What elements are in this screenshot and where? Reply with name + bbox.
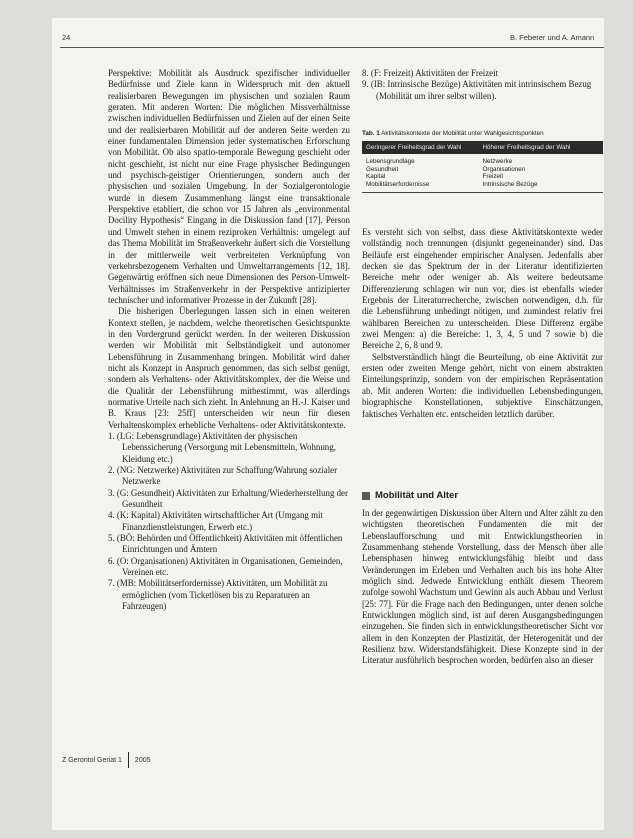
footer-year: 2005 [134,756,151,764]
table-cell: Lebensgrundlage [366,158,415,166]
list-item: 2. (NG: Netzwerke) Aktivitäten zur Schaffung/Wahrung sozialer Netzwerke [108,465,338,487]
table-row [362,173,603,181]
table-row [362,166,603,174]
activity-list-right [362,68,603,102]
table-caption [362,130,603,138]
list-item: 9. (IB: Intrinsische Bezüge) Aktivitäten mit intrinsischem Bezug (Mobilität um ihrer selbst willen). [362,79,592,101]
right-paragraph-2: Selbstverständlich hängt die Beurteilung, ob eine Aktivität zur ersten oder zweiten Menge gehört, nicht von einem abstrakten Einteilungsprinzip, sondern von der empirischen Repräsentation ab. Mit anderen Worten: die individuellen Lebensbedingungen, biographische Konstellationen, subjektive Einschätzungen, faktisches Verhalten etc. entscheiden letztlich darüber. [362,351,603,419]
table-cell: Intrinsische Bezüge [482,180,538,188]
table-cell: Netzwerke [482,158,513,166]
table-cell: Kapital [366,173,386,181]
table-bottom-rule [362,192,603,193]
table-row [362,181,603,189]
right-paragraph-3: In der gegenwärtigen Diskussion über Altern und Alter zählt zu den wichtigsten theoretischen Fundamenten die mit der Lebenslaufforschung und mit Entwicklungstheorien in Zusammenhang stehende Vorstellung, dass der Mensch über alle Lebensphasen hinweg entwicklungsfähig bleibt und dass Veränderungen im Erleben und Verhalten auch bis ins hohe Alter möglich sind. Jedwede Entwicklung enthält diesem Theorem zufolge sowohl Wachstum und Gewinn als auch Abbau und Verlust [25: 77]. Für die Frage nach den Bedingungen, unter denen solche Entwicklungen möglich sind, ist auf deren Ausgangsbedingungen einzugehen. Sie finden sich in entwicklungstheoretischer Sicht vor allem in den Konzepten der Plastizität, der Heterogenität und der Resilienz bzw. Widerstandsfähigkeit. Diese Konzepte sind in der Literatur ausführlich besprochen worden, bedürfen also an dieser [362,508,603,666]
table-cell: Mobilitätserfordernisse [366,180,430,188]
table-header-cell: Höherer Freiheitsgrad der Wahl [482,143,571,151]
list-item: 7. (MB: Mobilitätserfordernisse) Aktivitäten, um Mobilität zu ermöglichen (vom Ticketlösen bis zu Reparaturen an Fahrzeugen) [108,578,328,612]
activity-context-table [362,130,603,193]
list-item: 8. (F: Freizeit) Aktivitäten der Freizeit [362,68,499,78]
table-cell: Organisationen [482,165,526,173]
list-item: 1. (LG: Lebensgrundlage) Aktivitäten der physischen Lebenssicherung (Versorgung mit Lebensmitteln, Wohnung, Kleidung etc.) [108,431,336,464]
list-item: 5. (BÖ: Behörden und Öffentlichkeit) Aktivitäten mit öffentlichen Einrichtungen und Ämtern [108,533,343,555]
list-item: 3. (G: Gesundheit) Aktivitäten zur Erhaltung/Wiederherstellung der Gesundheit [108,487,348,510]
left-paragraph-2: Die bisherigen Überlegungen lassen sich in einen weiteren Kontext stellen, je nachdem, welche theoretischen Gesichtspunkte in den Vordergrund gerückt werden. In der weiteren Diskussion werden wir Mobilität mit Selbständigkeit und autonomer Lebensführung in Zusammenhang bringen. Mobilität wird daher nicht als Konzept in Anspruch genommen, das sich selbst genügt, sondern als Verhaltens- oder Aktivitätskomplex, der die Weise und die Qualität der Lebensführung mitbestimmt, was allerdings normative Urteile nach sich zieht. In Anlehnung an H.-J. Kaiser und B. Kraus [23: 25ff] unterscheiden wir neun für diesen Verhaltenskomplex erhebliche Verhaltens- oder Aktivitätskontexte. [108,306,350,430]
table-row [362,158,603,166]
activity-list-left [108,431,350,613]
table-caption-label: Tab. 1 [362,130,380,137]
section-title: Mobilität und Alter [375,490,459,501]
list-item: 6. (O: Organisationen) Aktivitäten in Organisationen, Gemeinden, Vereinen etc. [108,555,343,578]
table-header-cell: Geringerer Freiheitsgrad der Wahl [366,143,462,151]
table-caption-text: Aktivitätskontexte der Mobilität unter Wahlgesichtspunkten [381,130,544,137]
header-rule [60,47,604,48]
left-column [108,68,350,613]
section-marker-icon [362,492,370,500]
footer-divider [128,752,129,768]
running-header-authors: B. Feberer und A. Amann [510,33,595,42]
table-cell: Freizeit [482,173,504,181]
right-paragraph-1: Es versteht sich von selbst, dass diese Aktivitätskontexte weder vollständig noch trennungen (disjunkt gegeneinander) sind. Das Beiläufe erst eingehender empirischer Analysen. Jedenfalls aber decken sie das Spektrum der in der Literatur identifizierten Bereiche mehr oder weniger ab. Als weitere bedeutsame Differenzierung schlagen wir nun vor, dies ist ebenfalls wieder Ergebnis der Literaturrecherche, zwischen notwendigen, d.h. für die Lebensführung unbedingt nötigen, und zumindest relativ frei wählbaren Bereichen zu unterscheiden. Diese Differenz ergäbe zwei Mengen: a) die Bereiche: 1, 3, 4, 5 und 7 sowie b) die Bereiche 2, 6, 8 und 9. [362,227,603,351]
list-item: 4. (K: Kapital) Aktivitäten wirtschaftlicher Art (Umgang mit Finanzdienstleistungen, Erwerb etc.) [108,510,323,532]
left-paragraph-1: Perspektive: Mobilität als Ausdruck spezifischer individueller Bedürfnisse und Ziele kann in Widerspruch mit den aktuell realisierbaren Bewegungen im physischen und sozialen Raum geraten. Mit anderen Worten: Die möglichen Missverhältnisse zwischen individuellen Bedürfnissen und Zielen auf der einen Seite und der realisierbaren Mobilität auf der anderen Seite werden zu einer fundamentalen Dimension jeder systematischen Erforschung von Mobilität. Ob also spatio-temporale Bewegung geschieht oder nicht geschieht, ist nicht nur eine Frage physischer Bedingungen und psychisch-geistiger Orientierungen, sondern auch der physischen und sozialen Umgebung. In der Sozialgerontologie wurde in diesem Zusammenhang längst eine transaktionale Perspektive etabliert, die schon vor 15 Jahren als „environmental Docility Hypothesis“ Eingang in die Diskussion fand [17]. Person und Umwelt stehen in einem reziproken Verhältnis: umgelegt auf das Thema Mobilität im Straßenverkehr äußert sich die Vorstellung in der mittlerweile weit verbreiteten Verknüpfung von verkehrsbezogenem Verhalten und Umweltarrangements [12, 18]. Gegenwärtig eröffnen sich neue Dimensionen des Person-Umwelt-Verhältnisses im Straßenverkehr in der Perspektive antizipierter technischer und informativer Prozesse in der Zukunft [28]. [108,68,350,305]
right-column-middle [362,227,603,420]
table-header-row [362,141,603,155]
section-heading [362,490,458,501]
page-footer [62,752,151,768]
page-number: 24 [62,33,71,42]
right-column-top [362,68,603,102]
table-body [362,154,603,191]
table-cell: Gesundheit [366,165,399,173]
footer-journal: Z Gerontol Geriat 1 [62,756,122,764]
right-column-bottom [362,508,603,667]
